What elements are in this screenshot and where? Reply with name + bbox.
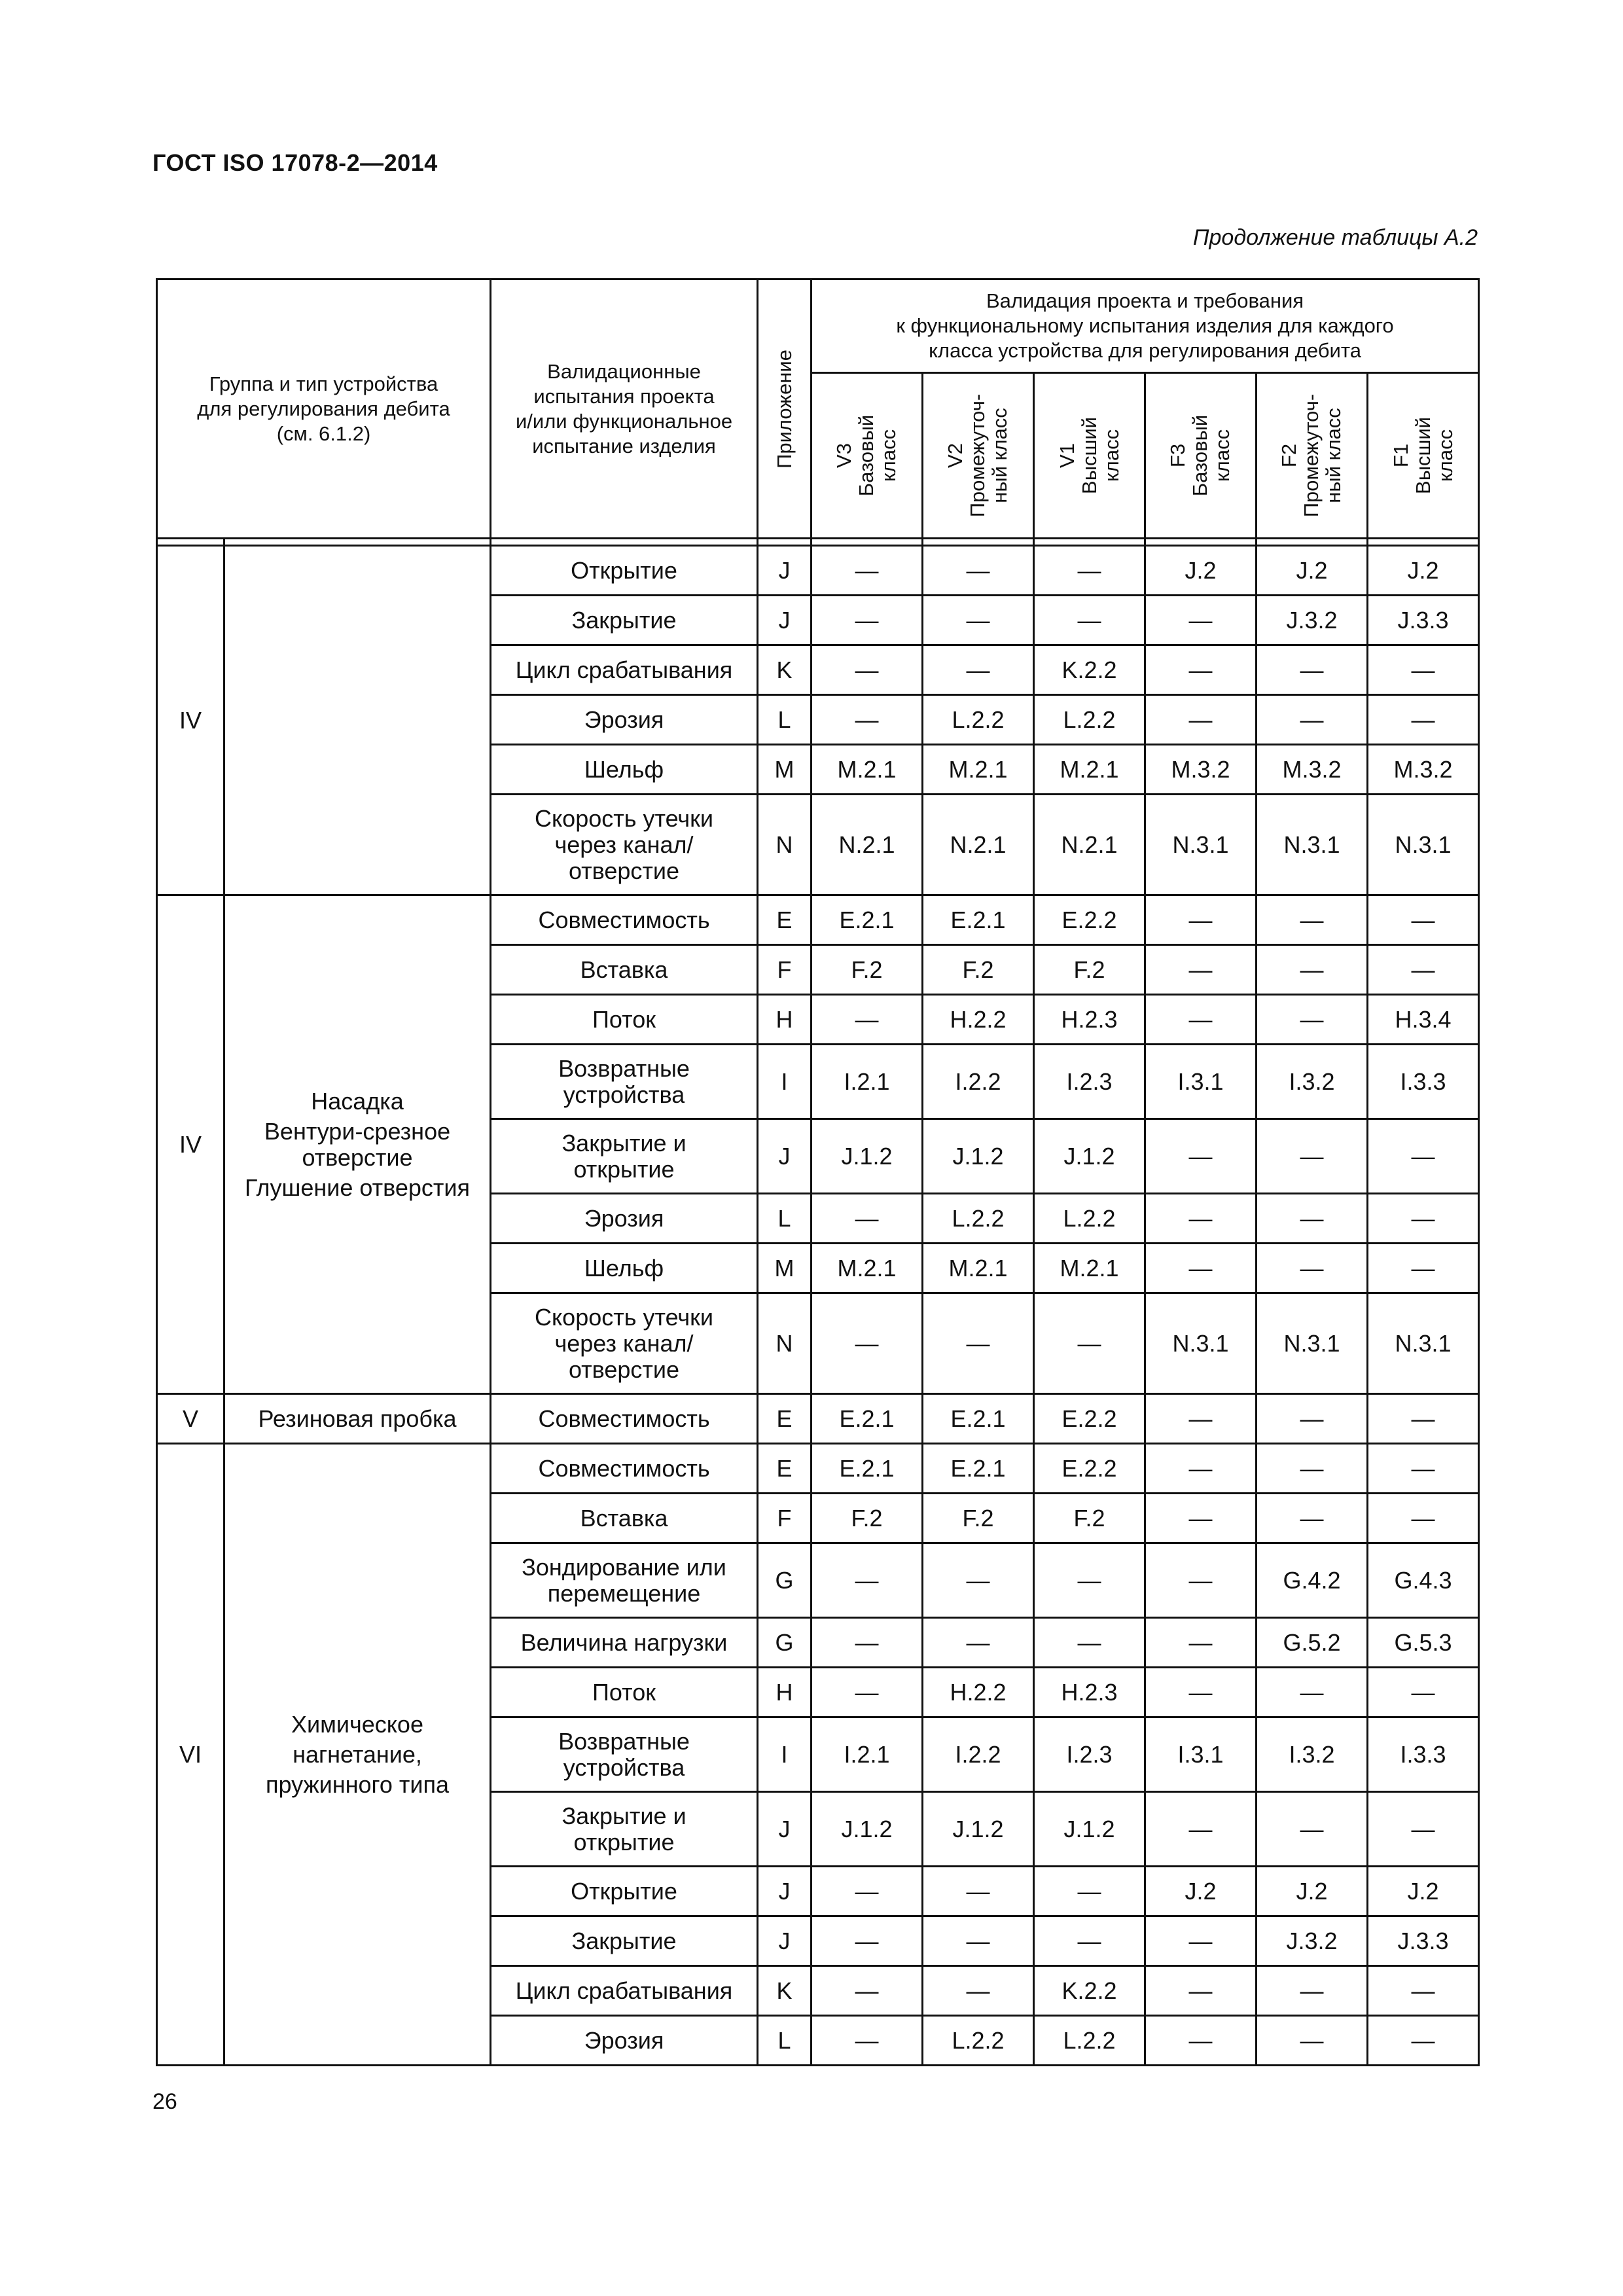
test-name-line: Совместимость (538, 1454, 710, 1482)
value-cell-v1: — (1034, 1618, 1145, 1668)
table-row (157, 1394, 1479, 1444)
value-cell-v3: F.2 (812, 1494, 923, 1543)
validation-table (156, 278, 1480, 2066)
test-name-cell (491, 1244, 758, 1293)
value-cell-f1: — (1368, 1792, 1479, 1867)
test-name-cell (491, 1119, 758, 1194)
value-cell-v2: — (923, 1293, 1034, 1394)
page-number: 26 (152, 2089, 177, 2114)
test-name-cell (491, 945, 758, 995)
value-cell-v1: F.2 (1034, 1494, 1145, 1543)
value-cell-v1: L.2.2 (1034, 695, 1145, 745)
value-cell-v1: I.2.3 (1034, 1045, 1145, 1119)
value-cell-v2: M.2.1 (923, 1244, 1034, 1293)
value-cell-f1: — (1368, 1394, 1479, 1444)
test-name-line: через канал/ (554, 831, 694, 858)
value-cell-v1: M.2.1 (1034, 745, 1145, 795)
annex-cell: H (758, 995, 812, 1045)
test-name-line: Цикл срабатывания (515, 656, 733, 683)
value-cell-v1: K.2.2 (1034, 1966, 1145, 2016)
value-cell-v2: — (923, 546, 1034, 596)
test-name-cell (491, 1494, 758, 1543)
test-name-cell (491, 1444, 758, 1494)
value-cell-f1: H.3.4 (1368, 995, 1479, 1045)
value-cell-f1: — (1368, 1494, 1479, 1543)
annex-cell: I (758, 1717, 812, 1792)
value-cell-v1: E.2.2 (1034, 1394, 1145, 1444)
value-cell-f1: I.3.3 (1368, 1717, 1479, 1792)
value-cell-v3: — (812, 1194, 923, 1244)
header-class-v2: V2 Промежуточ- ный класс (923, 373, 1034, 539)
value-cell-f3: M.3.2 (1145, 745, 1257, 795)
test-name-line: Закрытие (571, 606, 677, 634)
test-name-cell (491, 2016, 758, 2066)
value-cell-v3: — (812, 645, 923, 695)
value-cell-f3: — (1145, 1194, 1257, 1244)
test-name-line: Поток (592, 1678, 656, 1706)
test-name-cell (491, 1045, 758, 1119)
test-name-line: Зондирование или (522, 1553, 726, 1581)
test-name-cell (491, 1966, 758, 2016)
annex-cell: L (758, 2016, 812, 2066)
value-cell-f2: — (1257, 1394, 1368, 1444)
group-roman-numeral: VI (157, 1444, 224, 2066)
value-cell-v1: — (1034, 1293, 1145, 1394)
header-class-f2: F2 Промежуточ- ный класс (1257, 373, 1368, 539)
group-device-type (224, 546, 491, 895)
value-cell-v3: E.2.1 (812, 1394, 923, 1444)
value-cell-f3: N.3.1 (1145, 1293, 1257, 1394)
test-name-cell (491, 1194, 758, 1244)
test-name-line: отверстие (568, 1355, 680, 1383)
test-name-line: устройства (563, 1753, 685, 1781)
value-cell-f1: N.3.1 (1368, 1293, 1479, 1394)
value-cell-f2: I.3.2 (1257, 1045, 1368, 1119)
value-cell-v3: — (812, 1618, 923, 1668)
test-name-line: Величина нагрузки (520, 1628, 728, 1656)
value-cell-v2: H.2.2 (923, 995, 1034, 1045)
value-cell-f1: — (1368, 1119, 1479, 1194)
value-cell-v3: N.2.1 (812, 795, 923, 895)
value-cell-f3: — (1145, 1494, 1257, 1543)
value-cell-v3: E.2.1 (812, 895, 923, 945)
value-cell-v3: — (812, 1867, 923, 1916)
device-type-line: нагнетание, (293, 1740, 422, 1768)
test-name-line: Закрытие и (562, 1129, 687, 1157)
value-cell-v2: E.2.1 (923, 1444, 1034, 1494)
table-body (157, 546, 1479, 2066)
value-cell-f1: J.2 (1368, 546, 1479, 596)
value-cell-v3: — (812, 995, 923, 1045)
test-name-line: Возвратные (558, 1727, 690, 1755)
value-cell-v1: H.2.3 (1034, 995, 1145, 1045)
header-tests: Валидационные испытания проекта и/или функциональное испытание изделия (491, 279, 758, 539)
device-type-line: Резиновая пробка (258, 1405, 457, 1432)
table-row (157, 1444, 1479, 1494)
value-cell-f2: G.5.2 (1257, 1618, 1368, 1668)
annex-cell: J (758, 1867, 812, 1916)
value-cell-f2: — (1257, 1792, 1368, 1867)
value-cell-f1: — (1368, 695, 1479, 745)
header-class-v3: V3 Базовый класс (812, 373, 923, 539)
value-cell-v2: L.2.2 (923, 1194, 1034, 1244)
group-device-type (224, 895, 491, 1394)
value-cell-f3: — (1145, 1244, 1257, 1293)
value-cell-v3: F.2 (812, 945, 923, 995)
test-name-line: Вставка (580, 956, 668, 983)
value-cell-v3: J.1.2 (812, 1792, 923, 1867)
value-cell-f3: — (1145, 1543, 1257, 1618)
device-type-line: пружинного типа (266, 1770, 449, 1798)
value-cell-f3: I.3.1 (1145, 1717, 1257, 1792)
value-cell-f1: I.3.3 (1368, 1045, 1479, 1119)
test-name-cell (491, 995, 758, 1045)
device-type-line: Насадка (311, 1087, 404, 1115)
value-cell-v2: — (923, 596, 1034, 645)
table-header (157, 279, 1479, 546)
header-annex: Приложение (758, 279, 812, 539)
value-cell-f2: — (1257, 1244, 1368, 1293)
annex-cell: G (758, 1618, 812, 1668)
value-cell-v1: F.2 (1034, 945, 1145, 995)
value-cell-f2: N.3.1 (1257, 1293, 1368, 1394)
value-cell-f3: J.2 (1145, 546, 1257, 596)
value-cell-v2: — (923, 1966, 1034, 2016)
value-cell-f2: — (1257, 645, 1368, 695)
value-cell-f3: — (1145, 596, 1257, 645)
value-cell-f2: — (1257, 695, 1368, 745)
test-name-line: Цикл срабатывания (515, 1977, 733, 2004)
value-cell-f1: J.3.3 (1368, 596, 1479, 645)
value-cell-v1: L.2.2 (1034, 1194, 1145, 1244)
value-cell-f2: — (1257, 1194, 1368, 1244)
annex-cell: N (758, 1293, 812, 1394)
test-name-line: Открытие (571, 556, 677, 584)
value-cell-f2: N.3.1 (1257, 795, 1368, 895)
value-cell-f3: I.3.1 (1145, 1045, 1257, 1119)
annex-cell: L (758, 695, 812, 745)
value-cell-f1: G.5.3 (1368, 1618, 1479, 1668)
annex-cell: M (758, 1244, 812, 1293)
test-name-line: Закрытие и (562, 1802, 687, 1829)
header-class-v1: V1 Высший класс (1034, 373, 1145, 539)
test-name-cell (491, 1668, 758, 1717)
annex-cell: J (758, 1119, 812, 1194)
header-validation: Валидация проекта и требования к функциональному испытания изделия для каждого класса устройства для регулирования дебита (812, 279, 1479, 373)
value-cell-f3: — (1145, 2016, 1257, 2066)
value-cell-f3: — (1145, 995, 1257, 1045)
value-cell-v2: J.1.2 (923, 1792, 1034, 1867)
annex-cell: G (758, 1543, 812, 1618)
test-name-line: Возвратные (558, 1054, 690, 1082)
header-class-f3: F3 Базовый класс (1145, 373, 1257, 539)
test-name-cell (491, 1792, 758, 1867)
value-cell-v2: L.2.2 (923, 695, 1034, 745)
device-type-line: Глушение отверстия (245, 1174, 470, 1201)
annex-cell: I (758, 1045, 812, 1119)
test-name-cell (491, 695, 758, 745)
value-cell-v2: F.2 (923, 1494, 1034, 1543)
value-cell-f1: J.2 (1368, 1867, 1479, 1916)
value-cell-f1: — (1368, 645, 1479, 695)
annex-cell: J (758, 1792, 812, 1867)
test-name-line: Совместимость (538, 1405, 710, 1432)
value-cell-v3: E.2.1 (812, 1444, 923, 1494)
value-cell-v1: — (1034, 596, 1145, 645)
group-roman-numeral: V (157, 1394, 224, 1444)
value-cell-f2: — (1257, 1494, 1368, 1543)
value-cell-f2: — (1257, 1668, 1368, 1717)
test-name-cell (491, 645, 758, 695)
test-name-cell (491, 1543, 758, 1618)
value-cell-f3: — (1145, 645, 1257, 695)
value-cell-v3: — (812, 1966, 923, 2016)
value-cell-v2: — (923, 1916, 1034, 1966)
value-cell-v3: I.2.1 (812, 1717, 923, 1792)
value-cell-v2: H.2.2 (923, 1668, 1034, 1717)
document-standard-title: ГОСТ ISO 17078-2—2014 (152, 149, 438, 176)
value-cell-f3: — (1145, 1444, 1257, 1494)
test-name-cell (491, 745, 758, 795)
value-cell-f3: — (1145, 1618, 1257, 1668)
test-name-line: Эрозия (584, 1204, 664, 1232)
value-cell-f1: — (1368, 1194, 1479, 1244)
value-cell-f2: — (1257, 1966, 1368, 2016)
value-cell-v3: — (812, 695, 923, 745)
value-cell-f1: — (1368, 1966, 1479, 2016)
annex-cell: K (758, 1966, 812, 2016)
value-cell-v1: I.2.3 (1034, 1717, 1145, 1792)
value-cell-v2: I.2.2 (923, 1045, 1034, 1119)
value-cell-v1: E.2.2 (1034, 895, 1145, 945)
value-cell-f1: N.3.1 (1368, 795, 1479, 895)
value-cell-v2: J.1.2 (923, 1119, 1034, 1194)
test-name-cell (491, 546, 758, 596)
test-name-line: устройства (563, 1081, 685, 1108)
value-cell-v2: — (923, 1618, 1034, 1668)
group-device-type (224, 1394, 491, 1444)
value-cell-v3: J.1.2 (812, 1119, 923, 1194)
value-cell-f3: J.2 (1145, 1867, 1257, 1916)
annex-cell: F (758, 945, 812, 995)
annex-cell: J (758, 1916, 812, 1966)
value-cell-v1: — (1034, 546, 1145, 596)
value-cell-v3: I.2.1 (812, 1045, 923, 1119)
test-name-line: Поток (592, 1005, 656, 1033)
annex-cell: F (758, 1494, 812, 1543)
value-cell-f3: — (1145, 1792, 1257, 1867)
table-row (157, 895, 1479, 945)
test-name-line: перемещение (547, 1579, 701, 1607)
value-cell-v1: L.2.2 (1034, 2016, 1145, 2066)
annex-cell: M (758, 745, 812, 795)
test-name-cell (491, 1293, 758, 1394)
annex-cell: J (758, 546, 812, 596)
annex-cell: E (758, 1444, 812, 1494)
value-cell-v3: — (812, 596, 923, 645)
value-cell-v3: M.2.1 (812, 745, 923, 795)
test-name-line: Закрытие (571, 1927, 677, 1954)
value-cell-f2: — (1257, 1119, 1368, 1194)
value-cell-f1: — (1368, 1244, 1479, 1293)
test-name-line: Шельф (584, 1254, 664, 1282)
test-name-line: Вставка (580, 1504, 668, 1532)
header-class-f1: F1 Высший класс (1368, 373, 1479, 539)
value-cell-f2: — (1257, 1444, 1368, 1494)
value-cell-f2: I.3.2 (1257, 1717, 1368, 1792)
value-cell-f2: J.2 (1257, 546, 1368, 596)
value-cell-v1: — (1034, 1867, 1145, 1916)
value-cell-f3: — (1145, 1668, 1257, 1717)
value-cell-v2: M.2.1 (923, 745, 1034, 795)
value-cell-v2: I.2.2 (923, 1717, 1034, 1792)
test-name-cell (491, 1916, 758, 1966)
test-name-line: отверстие (568, 857, 680, 884)
device-type-line: Вентури-срезное отверстие (264, 1117, 451, 1171)
test-name-line: Эрозия (584, 706, 664, 733)
value-cell-v1: — (1034, 1916, 1145, 1966)
value-cell-v2: F.2 (923, 945, 1034, 995)
value-cell-f2: — (1257, 2016, 1368, 2066)
test-name-cell (491, 1717, 758, 1792)
device-type-line: Химическое (291, 1710, 423, 1738)
value-cell-v1: H.2.3 (1034, 1668, 1145, 1717)
test-name-line: открытие (573, 1155, 675, 1183)
value-cell-f2: — (1257, 945, 1368, 995)
annex-cell: L (758, 1194, 812, 1244)
value-cell-v3: — (812, 1668, 923, 1717)
value-cell-v3: — (812, 2016, 923, 2066)
value-cell-v1: J.1.2 (1034, 1119, 1145, 1194)
group-roman-numeral: IV (157, 546, 224, 895)
value-cell-v1: E.2.2 (1034, 1444, 1145, 1494)
test-name-line: Эрозия (584, 2026, 664, 2054)
table-row (157, 546, 1479, 596)
annex-cell: E (758, 1394, 812, 1444)
value-cell-v3: — (812, 1293, 923, 1394)
annex-cell: N (758, 795, 812, 895)
value-cell-f3: — (1145, 895, 1257, 945)
value-cell-f2: G.4.2 (1257, 1543, 1368, 1618)
value-cell-f1: — (1368, 895, 1479, 945)
test-name-line: Скорость утечки (535, 804, 714, 832)
value-cell-f2: J.3.2 (1257, 1916, 1368, 1966)
value-cell-v3: — (812, 546, 923, 596)
value-cell-v1: M.2.1 (1034, 1244, 1145, 1293)
table-continuation-caption: Продолжение таблицы А.2 (1192, 225, 1478, 250)
test-name-cell (491, 1867, 758, 1916)
test-name-line: Совместимость (538, 906, 710, 933)
test-name-cell (491, 1394, 758, 1444)
value-cell-f3: — (1145, 1966, 1257, 2016)
value-cell-f3: — (1145, 1119, 1257, 1194)
value-cell-v2: E.2.1 (923, 895, 1034, 945)
group-device-type (224, 1444, 491, 2066)
value-cell-v2: N.2.1 (923, 795, 1034, 895)
value-cell-v1: J.1.2 (1034, 1792, 1145, 1867)
test-name-cell (491, 795, 758, 895)
test-name-cell (491, 596, 758, 645)
value-cell-v2: — (923, 1543, 1034, 1618)
value-cell-f3: — (1145, 695, 1257, 745)
annex-cell: J (758, 596, 812, 645)
value-cell-f3: — (1145, 1394, 1257, 1444)
value-cell-f1: G.4.3 (1368, 1543, 1479, 1618)
value-cell-f1: J.3.3 (1368, 1916, 1479, 1966)
value-cell-v1: K.2.2 (1034, 645, 1145, 695)
value-cell-v2: — (923, 1867, 1034, 1916)
value-cell-f3: — (1145, 945, 1257, 995)
annex-cell: E (758, 895, 812, 945)
test-name-line: Скорость утечки (535, 1303, 714, 1331)
value-cell-f3: N.3.1 (1145, 795, 1257, 895)
header-separator (157, 539, 1479, 546)
test-name-line: Шельф (584, 755, 664, 783)
value-cell-f2: J.2 (1257, 1867, 1368, 1916)
value-cell-f2: J.3.2 (1257, 596, 1368, 645)
value-cell-v3: M.2.1 (812, 1244, 923, 1293)
value-cell-f2: — (1257, 995, 1368, 1045)
value-cell-f1: — (1368, 1668, 1479, 1717)
value-cell-f2: — (1257, 895, 1368, 945)
value-cell-v3: — (812, 1916, 923, 1966)
value-cell-v2: — (923, 645, 1034, 695)
value-cell-v2: E.2.1 (923, 1394, 1034, 1444)
value-cell-v1: — (1034, 1543, 1145, 1618)
value-cell-f2: M.3.2 (1257, 745, 1368, 795)
test-name-line: через канал/ (554, 1329, 694, 1357)
value-cell-v1: N.2.1 (1034, 795, 1145, 895)
value-cell-f1: — (1368, 1444, 1479, 1494)
value-cell-v2: L.2.2 (923, 2016, 1034, 2066)
value-cell-f1: M.3.2 (1368, 745, 1479, 795)
annex-cell: K (758, 645, 812, 695)
test-name-line: Открытие (571, 1877, 677, 1905)
value-cell-v3: — (812, 1543, 923, 1618)
value-cell-f3: — (1145, 1916, 1257, 1966)
test-name-line: открытие (573, 1828, 675, 1856)
test-name-cell (491, 895, 758, 945)
value-cell-f1: — (1368, 2016, 1479, 2066)
annex-cell: H (758, 1668, 812, 1717)
test-name-cell (491, 1618, 758, 1668)
value-cell-f1: — (1368, 945, 1479, 995)
header-group-type: Группа и тип устройства для регулирования дебита (см. 6.1.2) (157, 279, 491, 539)
group-roman-numeral: IV (157, 895, 224, 1394)
